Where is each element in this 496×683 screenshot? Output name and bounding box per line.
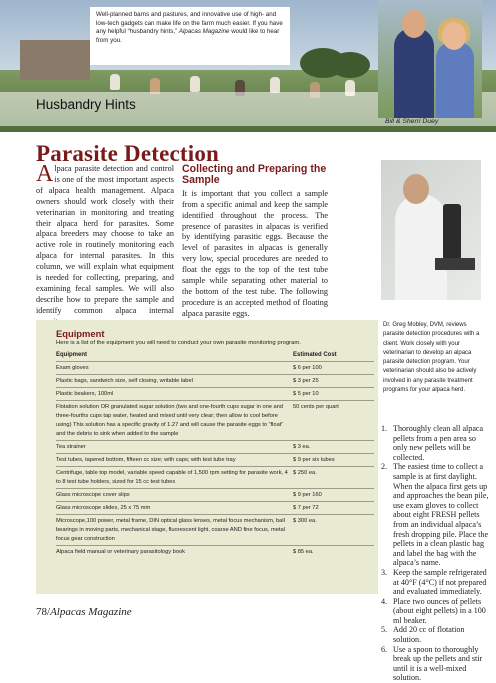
photo-credit: Bill & Sherri Duey (385, 118, 439, 125)
table-row (56, 501, 374, 514)
couple-photo (378, 0, 482, 118)
equipment-heading: Equipment (56, 328, 105, 339)
list-item (381, 424, 491, 462)
step-text: Keep the sample refrigerated at 40°F (4°C) if not prepared and evaluated immediately. (393, 567, 487, 597)
section-title: Husbandry Hints (36, 97, 136, 112)
equipment-item: Centrifuge, table top model, variable speed capable of 1,500 rpm setting for parasite work, 4 to 8 test tube holders, sized for 15 cc test tubes (56, 470, 288, 485)
collecting-column (182, 164, 328, 320)
equipment-item: Test tubes, tapered bottom, fifteen cc size; with caps; with test tube tray (56, 457, 236, 463)
table-row (56, 387, 374, 400)
equipment-intro: Here is a list of the equipment you will need to conduct your own parasite monitoring program. (56, 340, 301, 346)
list-item (381, 462, 491, 568)
intro-magazine: Alpacas Magazine (178, 28, 230, 36)
list-item (381, 625, 491, 644)
alpaca (190, 76, 200, 92)
woman-figure (436, 42, 474, 118)
vet-figure (395, 194, 447, 300)
column-header-cost: Estimated Cost (293, 352, 337, 358)
equipment-item: Plastic bags, sandwich size, self closing, writable label (56, 378, 193, 384)
equipment-cost: $ 3 ea. (293, 444, 311, 450)
step-number: 1. (381, 424, 388, 433)
step-text: The easiest time to collect a sample is at first daylight. When the alpaca first gets up and approaches the bean pile, use exam gloves to collect about eight FRESH pellets from an individual alpaca’s fresh dropping pile. Place the pellets in a clean plastic bag and label the bag with the alpaca’s name. (393, 462, 489, 568)
collecting-paragraph: It is important that you collect a sample from a specific animal and keep the sample identified throughout the process. The presence of parasites in alpacas is verified by identifying parasitic eggs. Because the level of parasites in alpacas is generally very low, special procedures are needed to float the eggs to the top of the test tube sample while separating other material to the bottom of the test tube. The following procedure is an accepted method of floating alpaca parasite eggs. (182, 188, 328, 318)
step-number: 3. (381, 567, 388, 577)
step-text: Add 20 cc of flotation solution. (393, 625, 465, 645)
equipment-item: Flotation solution OR granulated sugar solution (two and one-fourth cups sugar in one and three-fourths cups tap water, heated and mixed until very clear; then allow to cool before using) This solution has a specific gravity of 1.27 and will cause the parasite eggs to “float” and the debris to sink when added to the sample (56, 404, 284, 437)
alpaca (270, 77, 280, 93)
equipment-cost: $ 9 per 160 (293, 492, 322, 498)
footer-magazine: Alpacas Magazine (50, 606, 132, 618)
step-text: Place two ounces of pellets (about eight pellets) in a 100 ml beaker. (393, 596, 486, 625)
vet-head (403, 174, 429, 204)
microscope (443, 204, 461, 260)
equipment-cost: $ 6 per 100 (293, 365, 322, 371)
equipment-cost: $ 85 ea. (293, 549, 314, 555)
list-item (381, 645, 491, 683)
list-item (381, 568, 491, 597)
table-row (56, 453, 374, 466)
article-title: Parasite Detection (36, 141, 220, 166)
equipment-cost: $ 7 per 72 (293, 505, 319, 511)
equipment-cost: $ 3 per 25 (293, 378, 319, 384)
page-number: 78 (36, 606, 47, 618)
dropcap: A (36, 161, 54, 187)
equipment-item: Alpaca field manual or veterinary parasitology book (56, 549, 185, 555)
footer-separator: / (47, 606, 51, 618)
photo-caption: Dr. Greg Mobley, DVM, reviews parasite detection procedures with a client. Work closely with your veterinarian to develop an alpaca parasite detection program. Your veterinarian should also be actively involved in any parasite treatment programs for your alpaca herd. (383, 322, 480, 394)
step-number: 6. (381, 644, 388, 654)
equipment-item: Glass microscope cover slips (56, 492, 130, 498)
barn (20, 40, 90, 80)
equipment-cost: $ 9 per six tubes (293, 457, 335, 463)
list-item (381, 597, 491, 626)
page-footer (36, 606, 132, 618)
intro-text: Well-planned barns and pastures, and innovative use of high- and low-tech gadgets can make life on the farm much easier. If you have any helpful “husbandry hints,” (96, 11, 283, 36)
step-text: Use a spoon to thoroughly break up the pellets and stir until it is a well-mixed solution. (393, 644, 483, 683)
intro-paragraph: lpaca parasite detection and control is one of the most important aspects of alpaca health management. Alpaca owners should work closely with their veterinarian in monitoring and treating their alpaca herd for parasites. Some alpaca breeders may choose to take an active role in routinely monitoring each alpaca for internal parasites. In this column, we will explain what equipment is needed for collecting, preparing, and examining fecal samples. We will also describe how to prepare the sample and identify common alpaca internal (36, 164, 174, 315)
equipment-cost: $ 250 ea. (293, 470, 317, 476)
step-text: Thoroughly clean all alpaca pellets from a pen area so only new pellets will be collected. (393, 424, 484, 462)
table-row (56, 466, 374, 488)
table-row (56, 400, 374, 440)
table-row (56, 488, 374, 501)
step-number: 2. (381, 462, 388, 472)
intro-box (90, 7, 290, 65)
step-number: 4. (381, 596, 388, 606)
woman-head (442, 22, 466, 50)
man-head (402, 10, 426, 38)
microscope-photo (381, 160, 481, 300)
tree (330, 52, 370, 78)
equipment-table (56, 351, 374, 558)
equipment-cost: 50 cents per quart (293, 404, 339, 410)
step-number: 5. (381, 625, 388, 635)
equipment-item: Exam gloves (56, 365, 89, 371)
table-row (56, 440, 374, 453)
intro-end: would like to hear from you. (96, 28, 280, 44)
equipment-item: Glass microscope slides, 25 x 75 mm (56, 505, 151, 511)
table-row (56, 374, 374, 387)
table-row (56, 545, 374, 558)
equipment-item: Microscope,100 power, metal frame, DIN optical glass lenses, metal focus mechanism, ball bearings in moving parts, mechanical stage, fluorescent light, coarse AND fine focus, metal focus gear construction (56, 518, 285, 542)
alpaca (110, 74, 120, 90)
table-row (56, 514, 374, 545)
table-row (56, 361, 374, 374)
microscope-base (435, 258, 475, 270)
equipment-header-row (56, 351, 374, 361)
intro-column (36, 161, 174, 328)
equipment-item: Tea strainer (56, 444, 86, 450)
equipment-cost: $ 5 per 10 (293, 391, 319, 397)
column-header-equipment: Equipment (56, 352, 87, 358)
man-figure (394, 28, 434, 118)
equipment-sidebar (36, 320, 378, 594)
equipment-cost: $ 300 ea. (293, 518, 317, 524)
equipment-item: Plastic beakers, 100ml (56, 391, 114, 397)
procedure-steps (381, 424, 491, 683)
collecting-heading: Collecting and Preparing the Sample (182, 163, 327, 187)
